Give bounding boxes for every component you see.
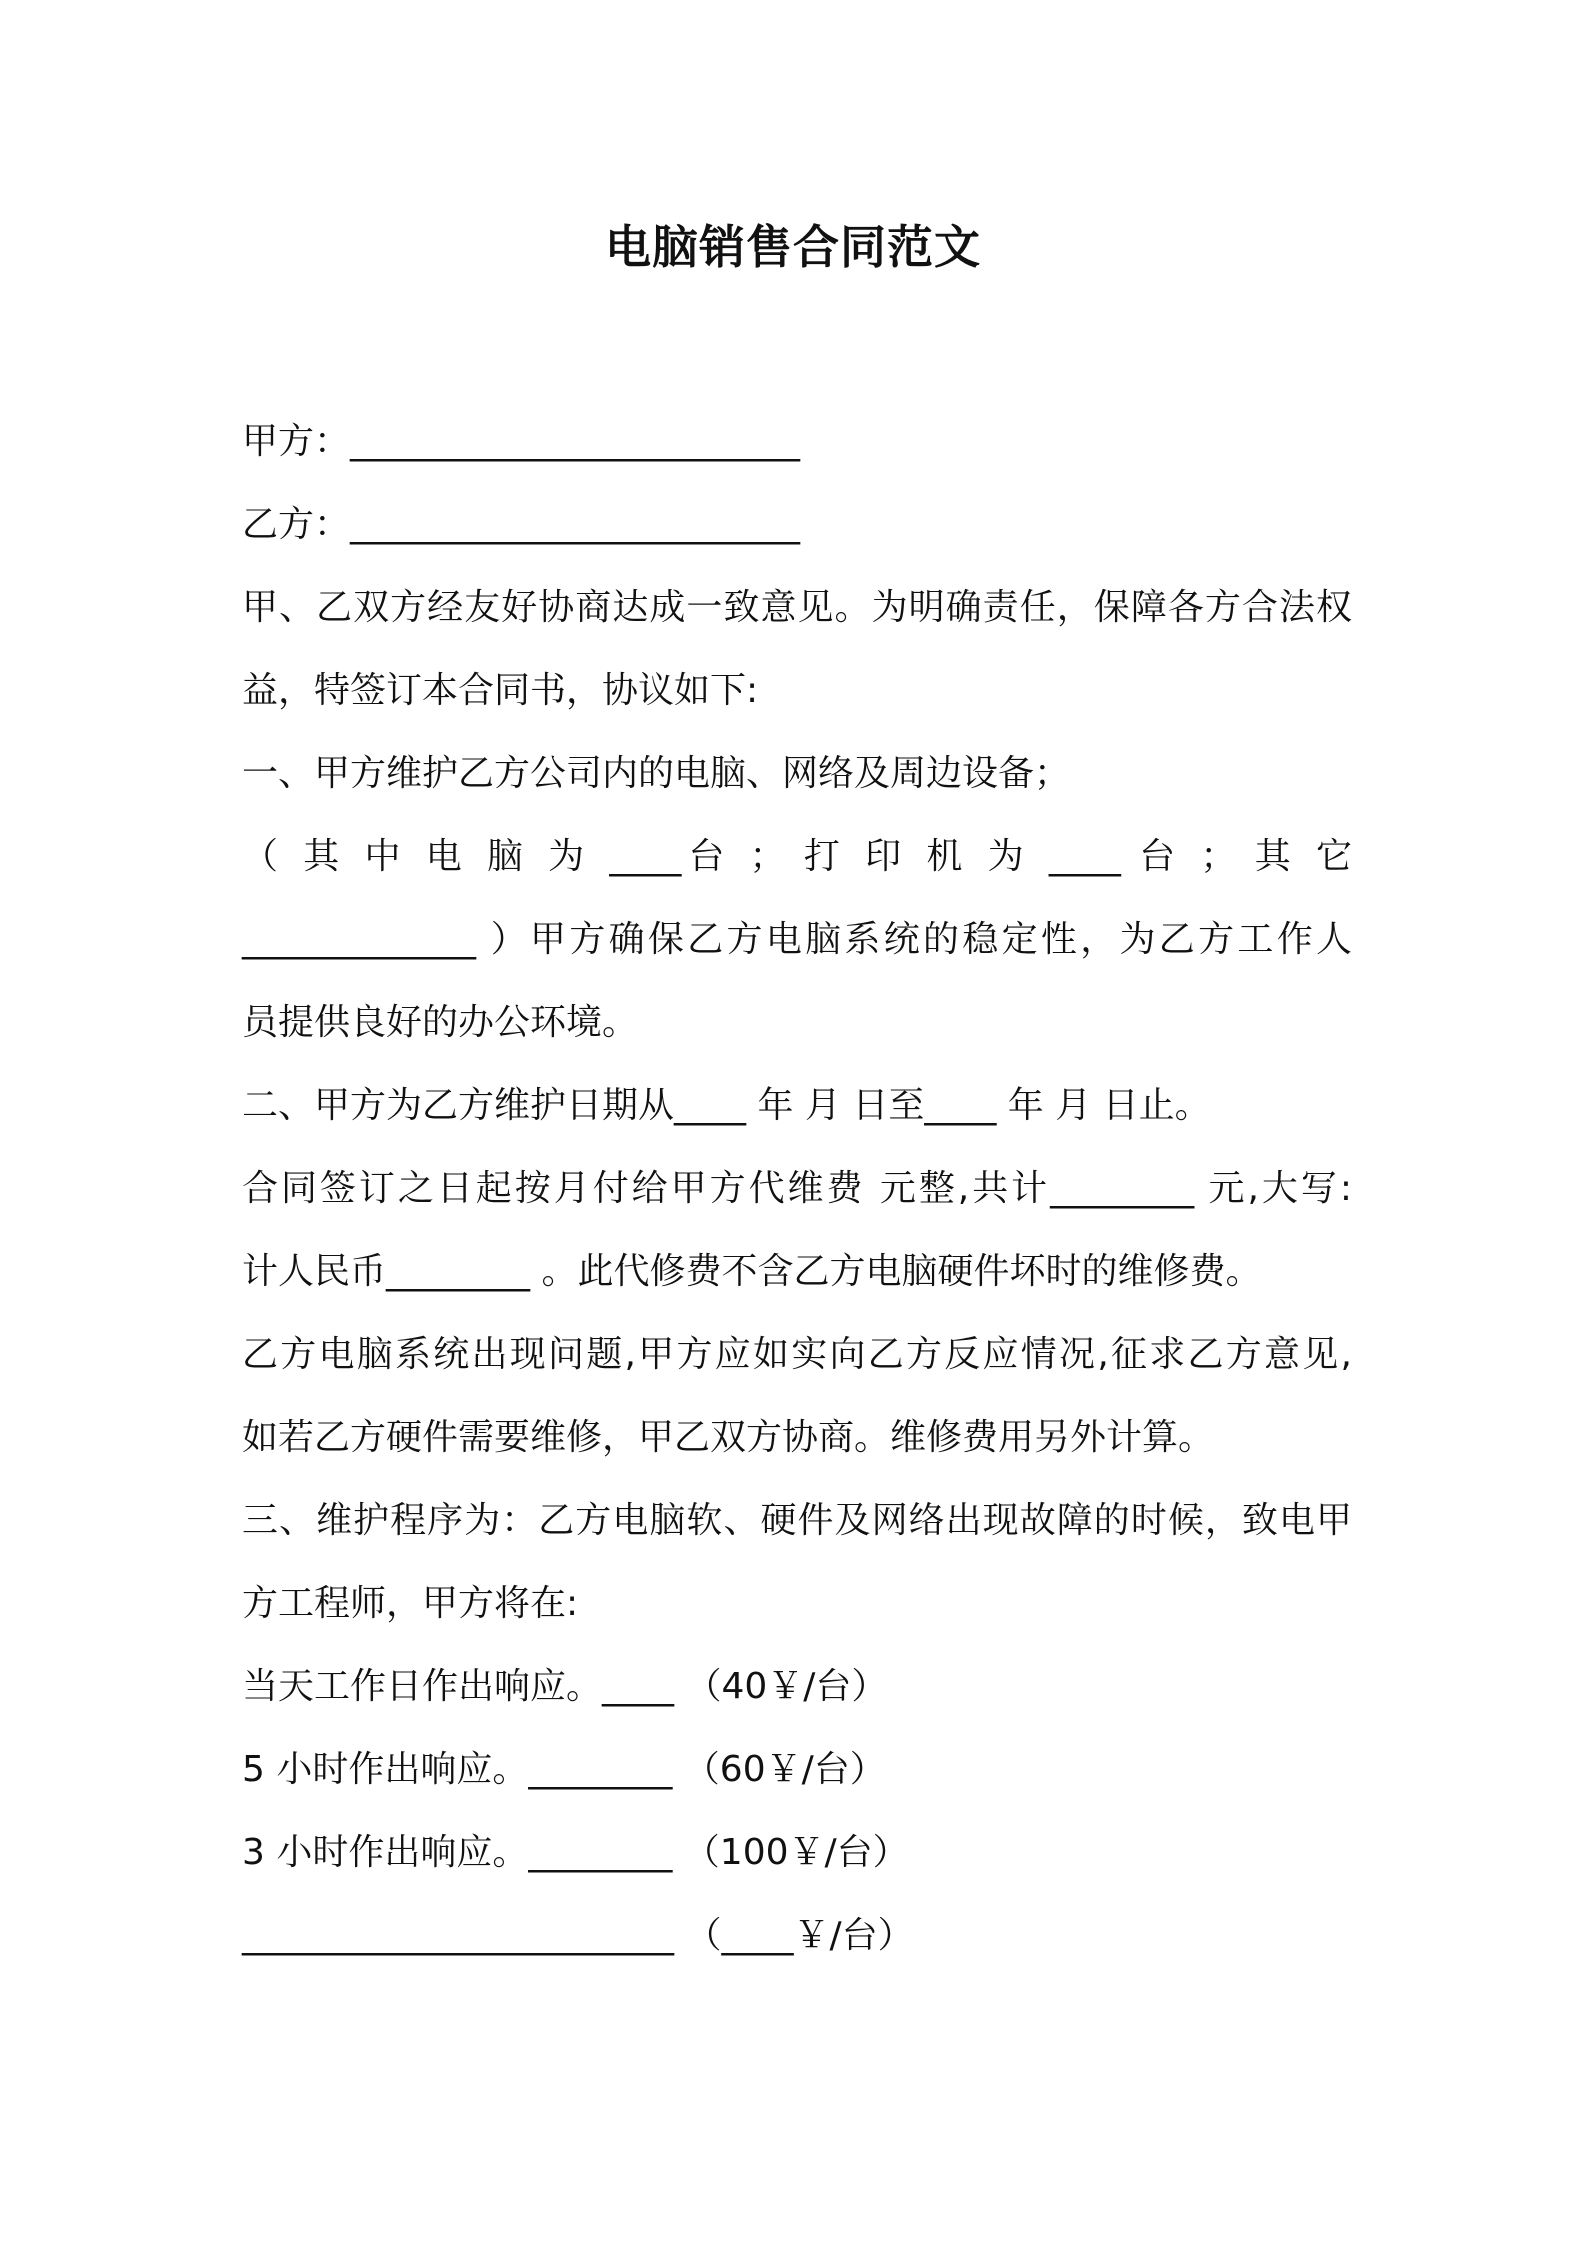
- paragraph-line: 如若乙方硬件需要维修，甲乙双方协商。维修费用另外计算。: [242, 1417, 1215, 1458]
- fee-line: 计人民币________ 。此代修费不含乙方电脑硬件坏时的维修费。: [242, 1251, 1262, 1292]
- clause-one-detail-line: _____________ ）甲方确保乙方电脑系统的稳定性，为乙方工作人: [242, 919, 1352, 960]
- document-body: [242, 400, 1352, 1977]
- clause-one-detail-line: 员提供良好的办公环境。: [242, 1002, 639, 1043]
- clause-two-line: 二、甲方为乙方维护日期从____ 年 月 日至____ 年 月 日止。: [242, 1085, 1211, 1126]
- response-option-line: ________________________ （____￥/台）: [242, 1915, 914, 1956]
- document-title: 电脑销售合同范文: [605, 220, 981, 274]
- clause-three-line: 方工程师，甲方将在:: [242, 1583, 579, 1624]
- party-a-line: 甲方：_________________________: [242, 421, 801, 462]
- paragraph-line: 甲、乙双方经友好协商达成一致意见。为明确责任，保障各方合法权: [242, 587, 1352, 628]
- fee-line: 合同签订之日起按月付给甲方代维费 元整,共计________ 元,大写:: [242, 1168, 1352, 1209]
- clause-three-line: 三、维护程序为：乙方电脑软、硬件及网络出现故障的时候，致电甲: [242, 1500, 1352, 1541]
- response-option-line: 3 小时作出响应。________ （100￥/台）: [242, 1832, 909, 1873]
- clause-one-line: 一、甲方维护乙方公司内的电脑、网络及周边设备；: [242, 753, 1071, 794]
- clause-one-detail-line: （ 其 中 电 脑 为 ____台 ； 打 印 机 为 ____ 台 ； 其 它: [242, 836, 1352, 877]
- paragraph-line: 乙方电脑系统出现问题,甲方应如实向乙方反应情况,征求乙方意见,: [242, 1334, 1352, 1375]
- response-option-line: 当天工作日作出响应。____ （40￥/台）: [242, 1666, 888, 1707]
- response-option-line: 5 小时作出响应。________ （60￥/台）: [242, 1749, 886, 1790]
- party-b-line: 乙方：_________________________: [242, 504, 801, 545]
- paragraph-line: 益，特签订本合同书，协议如下:: [242, 670, 759, 711]
